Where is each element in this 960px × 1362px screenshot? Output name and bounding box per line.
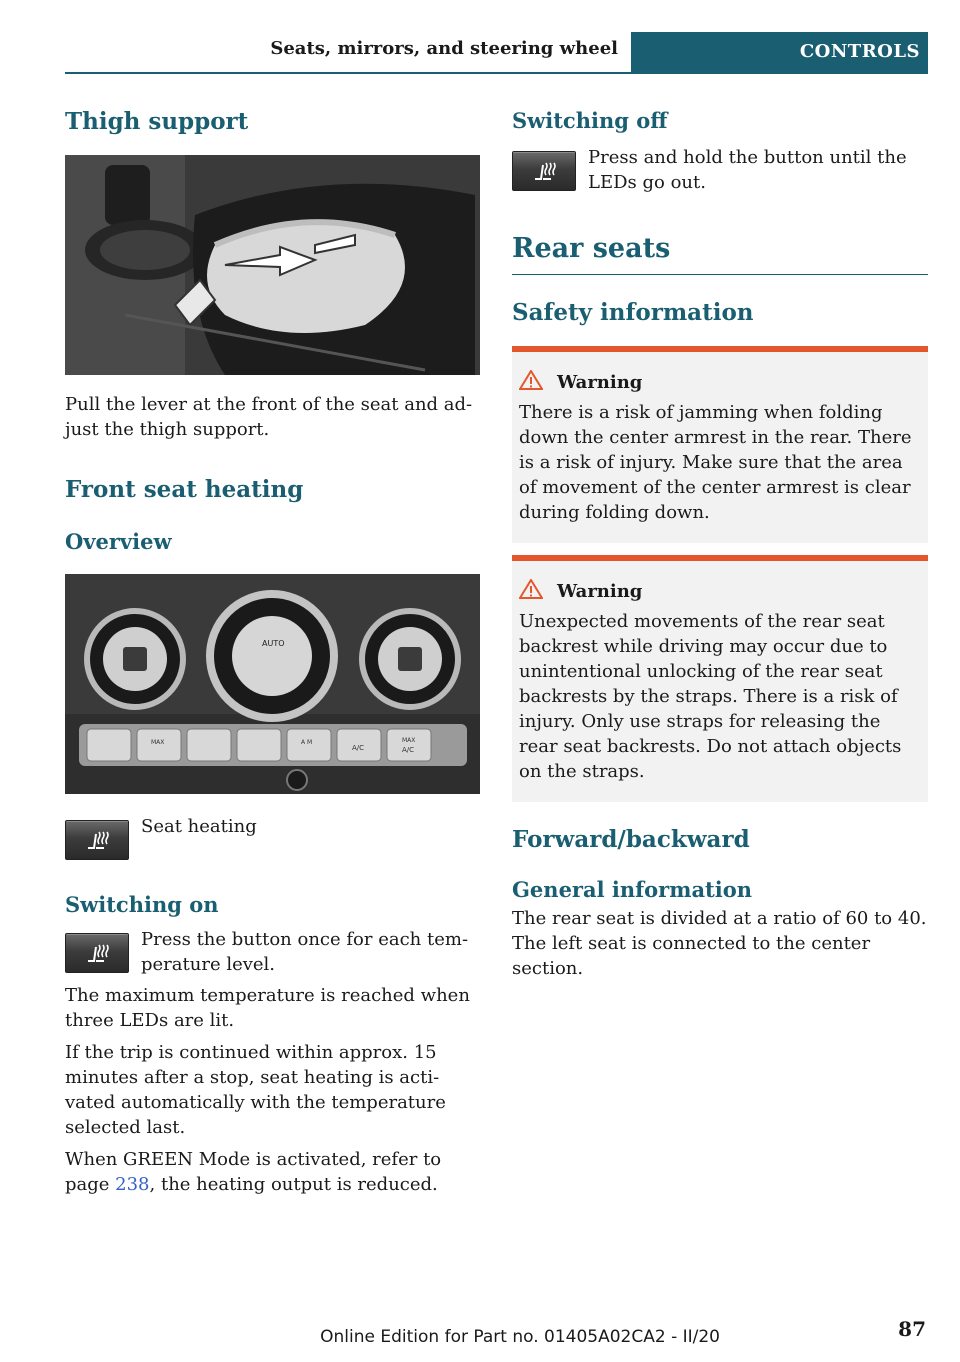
warning-box-2 xyxy=(512,555,928,802)
thigh-support-photo xyxy=(65,155,480,375)
thigh-support-text: Pull the lever at the front of the seat and ad-just the thigh support. xyxy=(65,394,473,440)
chapter-tab: CONTROLS xyxy=(631,32,928,72)
warning-text-2: Unexpected movements of the rear seat backrest while driving may occur due to unintentional unlocking of the rear seat backrests by the straps. There is a risk of injury. Only use straps for releasing the rear seat backrests. Do not attach objects on the straps. xyxy=(519,611,902,782)
max-ac-label: MAX xyxy=(402,737,416,744)
warning-title-row xyxy=(519,370,920,394)
climate-panel-illustration xyxy=(65,574,480,794)
switching-off-row xyxy=(512,145,928,195)
seat-illustration xyxy=(65,155,480,375)
warning-box-1 xyxy=(512,346,928,543)
trip-text: If the trip is continued within approx. 15 minutes after a stop, seat heating is acti-vated automatically with the temperature selected last. xyxy=(65,1042,446,1138)
overview-heading: Overview xyxy=(65,529,172,554)
seat-heating-icon xyxy=(512,151,576,191)
page-header xyxy=(65,32,928,74)
left-column xyxy=(65,100,480,1197)
switching-on-heading: Switching on xyxy=(65,892,219,917)
warning-title-row xyxy=(519,579,920,603)
warning-icon xyxy=(519,579,543,603)
auto-label: AUTO xyxy=(262,639,285,648)
warning-text-1: There is a risk of jamming when folding down the center armrest in the rear. There is a risk of injury. Make sure that the area of movement of the center armrest is clear during folding down. xyxy=(519,402,912,523)
switching-off-heading: Switching off xyxy=(512,108,668,133)
seat-heating-legend xyxy=(65,816,480,860)
switching-on-row xyxy=(65,927,480,977)
max-label: MAX xyxy=(151,739,165,746)
page-link[interactable]: 238 xyxy=(115,1174,150,1195)
heading-rule xyxy=(512,274,928,275)
general-information-text: The rear seat is divided at a ratio of 60 to 40. The left seat is connected to the center section. xyxy=(512,908,927,979)
edition-text: Online Edition for Part no. 01405A02CA2 - II/20 xyxy=(320,1327,720,1347)
front-seat-heating-heading: Front seat heating xyxy=(65,476,304,503)
right-column xyxy=(512,100,928,981)
ac-label: A/C xyxy=(352,744,365,752)
section-title: Seats, mirrors, and steering wheel xyxy=(270,38,618,59)
max-ac-label-2: A/C xyxy=(402,746,415,754)
climate-panel-photo xyxy=(65,574,480,794)
warning-icon xyxy=(519,370,543,394)
max-temp-text: The maximum temperature is reached when three LEDs are lit. xyxy=(65,985,470,1031)
switching-on-text: Press the button once for each tem-perature level. xyxy=(141,929,469,975)
am-label: A M xyxy=(301,739,313,746)
safety-information-heading: Safety information xyxy=(512,299,754,326)
general-information-heading: General information xyxy=(512,877,753,902)
rear-seats-heading: Rear seats xyxy=(512,233,671,264)
seat-heating-icon xyxy=(65,820,129,860)
seat-heating-label: Seat heating xyxy=(141,816,257,837)
switching-off-text: Press and hold the button until the LEDs go out. xyxy=(588,147,907,193)
seat-heating-icon xyxy=(65,933,129,973)
page-number: 87 xyxy=(898,1317,926,1341)
green-mode-text: When GREEN Mode is activated, refer to page 238, the heating output is reduced. xyxy=(65,1149,442,1195)
page-footer xyxy=(0,1313,960,1347)
thigh-support-heading: Thigh support xyxy=(65,108,249,135)
forward-backward-heading: Forward/backward xyxy=(512,826,750,853)
warning-title: Warning xyxy=(557,580,643,602)
warning-title: Warning xyxy=(557,371,643,393)
